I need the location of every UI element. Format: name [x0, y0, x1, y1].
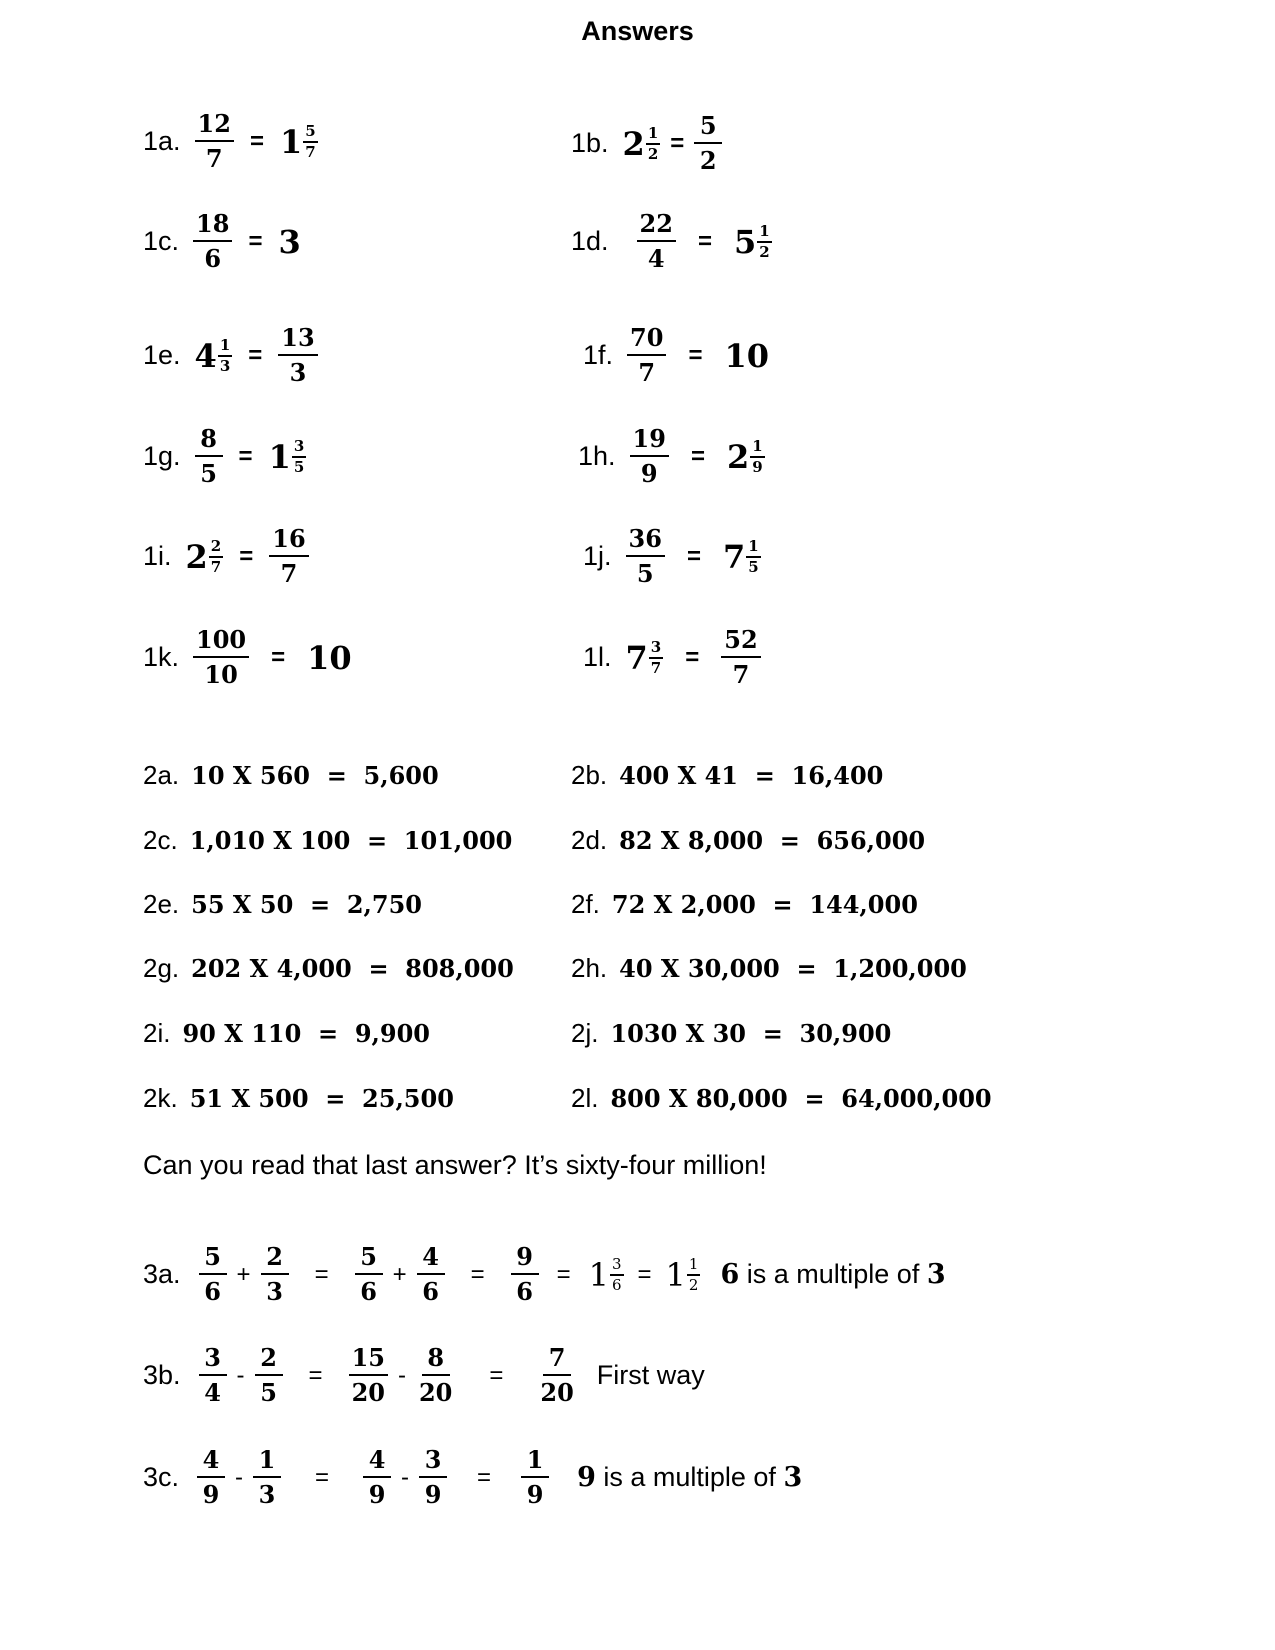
denominator: 2	[647, 144, 659, 163]
numerator: 8	[195, 427, 223, 457]
numerator: 5	[694, 114, 722, 144]
problem-2i	[143, 1018, 430, 1049]
whole: 7	[722, 537, 746, 576]
mixed-number	[280, 123, 318, 161]
whole: 1	[665, 1255, 686, 1294]
denominator: 9	[424, 1480, 442, 1509]
problem-label: 3b.	[143, 1360, 181, 1390]
numerator: 100	[193, 628, 249, 658]
equals-sign: =	[248, 341, 263, 369]
denominator: 5	[636, 559, 654, 588]
numerator: 19	[630, 427, 669, 457]
denominator: 9	[526, 1480, 544, 1509]
problem-label: 2l.	[571, 1083, 599, 1113]
fraction	[193, 625, 249, 689]
operator: -	[235, 1463, 244, 1491]
text: is a multiple of	[595, 1462, 784, 1492]
denominator: 9	[368, 1480, 386, 1509]
equals-sign: =	[470, 1260, 485, 1288]
fraction	[419, 1445, 447, 1509]
numerator: 12	[195, 112, 234, 142]
denominator: 7	[280, 559, 298, 588]
problem-label: 1a.	[143, 126, 181, 156]
problem-label: 1e.	[143, 340, 181, 370]
mixed-number	[727, 438, 765, 476]
equals-sign: =	[308, 1361, 323, 1389]
fraction	[253, 1445, 281, 1509]
problem-3a	[143, 1242, 946, 1306]
denominator: 7	[638, 358, 656, 387]
numerator: 70	[627, 326, 666, 356]
fraction	[195, 109, 234, 173]
equals-sign: =	[685, 643, 700, 671]
mixed-number	[269, 438, 307, 476]
whole: 2	[185, 537, 208, 576]
fraction	[511, 1242, 539, 1306]
numerator: 1	[521, 1448, 549, 1478]
equals-sign: =	[489, 1361, 504, 1389]
operator: -	[401, 1463, 410, 1491]
calculation: 72 X 2,000 = 144,000	[611, 890, 918, 919]
problem-1d	[571, 209, 772, 273]
problem-1k	[143, 625, 352, 689]
equals-sign: =	[556, 1260, 571, 1288]
problem-1f	[583, 323, 769, 387]
denominator: 9	[752, 457, 763, 476]
numerator: 36	[626, 527, 665, 557]
denominator: 3	[266, 1277, 283, 1306]
numerator: 1	[750, 439, 764, 458]
problem-1b	[571, 111, 722, 175]
problem-2k	[143, 1083, 454, 1114]
numerator: 4	[363, 1448, 391, 1478]
problem-label: 2d.	[571, 825, 608, 855]
equals-sign: =	[688, 341, 703, 369]
denominator: 9	[202, 1480, 220, 1509]
problem-2j	[571, 1018, 891, 1049]
problem-1c	[143, 209, 301, 273]
problem-1j	[583, 524, 761, 588]
problem-1h	[578, 424, 765, 488]
mixed-number	[195, 337, 233, 375]
numerator: 1	[687, 1257, 701, 1276]
problem-label: 2a.	[143, 760, 180, 790]
denominator: 5	[260, 1378, 277, 1407]
denominator: 3	[258, 1480, 276, 1509]
problem-label: 1c.	[143, 226, 180, 256]
operator: -	[236, 1361, 245, 1389]
fraction	[349, 1343, 388, 1407]
numerator: 52	[721, 628, 760, 658]
problem-2h	[571, 953, 967, 984]
numerator: 1	[757, 224, 771, 243]
numerator: 5	[355, 1245, 383, 1275]
operator: +	[392, 1260, 407, 1288]
whole: 4	[194, 336, 217, 375]
denominator: 20	[351, 1378, 385, 1407]
calculation: 1,010 X 100 = 101,000	[189, 826, 513, 855]
denominator: 2	[699, 146, 717, 175]
fraction	[637, 209, 676, 273]
fraction	[278, 323, 317, 387]
denominator: 6	[422, 1277, 439, 1306]
problem-2c	[143, 825, 512, 856]
equals-sign: =	[637, 1260, 652, 1288]
numerator: 4	[417, 1245, 445, 1275]
problem-label: 1h.	[578, 441, 616, 471]
equals-sign: =	[670, 129, 685, 157]
equals-sign: =	[238, 442, 253, 470]
problem-label: 1d.	[571, 226, 609, 256]
numerator: 1	[646, 126, 660, 145]
numerator: 3	[292, 439, 306, 458]
numerator: 16	[269, 527, 308, 557]
fraction	[630, 424, 669, 488]
result: 10	[724, 336, 769, 375]
calculation: 90 X 110 = 9,900	[182, 1019, 430, 1048]
whole: 7	[625, 638, 648, 677]
fraction	[521, 1445, 549, 1509]
problem-1i	[143, 524, 309, 588]
problem-2f	[571, 889, 918, 920]
whole: 1	[279, 122, 303, 161]
problem-label: 2b.	[571, 760, 608, 790]
calculation: 51 X 500 = 25,500	[189, 1084, 454, 1113]
fraction	[199, 1343, 227, 1407]
denominator: 3	[219, 356, 231, 375]
whole: 2	[622, 124, 645, 163]
denominator: 7	[305, 142, 316, 161]
whole: 5	[733, 222, 757, 261]
calculation: 55 X 50 = 2,750	[191, 890, 422, 919]
fraction	[363, 1445, 391, 1509]
calculation: 10 X 560 = 5,600	[191, 761, 439, 790]
numerator: 4	[197, 1448, 225, 1478]
problem-label: 2f.	[571, 889, 600, 919]
problem-label: 2g.	[143, 953, 180, 983]
denominator: 3	[289, 358, 307, 387]
problem-2a	[143, 760, 439, 791]
denominator: 7	[205, 144, 223, 173]
problem-1l	[583, 625, 761, 689]
fraction	[417, 1242, 445, 1306]
mixed-number	[734, 223, 772, 261]
whole: 2	[726, 437, 750, 476]
numerator: 18	[193, 212, 232, 242]
numerator: 3	[610, 1257, 624, 1276]
problem-2e	[143, 889, 422, 920]
problem-label: 2k.	[143, 1083, 178, 1113]
problem-2d	[571, 825, 925, 856]
note-text: Can you read that last answer? It’s sixty-four million!	[143, 1150, 767, 1180]
fraction	[626, 524, 665, 588]
fraction	[261, 1242, 289, 1306]
problem-label: 1b.	[571, 128, 609, 158]
result: 3	[278, 222, 301, 261]
numerator: 5	[303, 124, 317, 143]
numerator: 8	[422, 1346, 450, 1376]
mixed-number	[723, 538, 761, 576]
operator: +	[236, 1260, 251, 1288]
problem-label: 3a.	[143, 1259, 181, 1289]
fraction	[197, 1445, 225, 1509]
number: 3	[926, 1259, 946, 1290]
equals-sign: =	[249, 127, 264, 155]
calculation: 82 X 8,000 = 656,000	[619, 826, 926, 855]
problem-label: 1g.	[143, 441, 181, 471]
problem-label: 1k.	[143, 642, 180, 672]
equals-sign: =	[271, 643, 286, 671]
fraction	[694, 111, 722, 175]
calculation: 800 X 80,000 = 64,000,000	[610, 1084, 992, 1113]
denominator: 6	[360, 1277, 377, 1306]
calculation: 1030 X 30 = 30,900	[610, 1019, 892, 1048]
mixed-number	[666, 1256, 701, 1294]
equals-sign: =	[690, 442, 705, 470]
mixed-number	[626, 639, 664, 677]
denominator: 5	[748, 557, 759, 576]
problem-3c	[143, 1445, 803, 1509]
problem-1g	[143, 424, 306, 488]
fraction	[269, 524, 308, 588]
result: 10	[307, 638, 352, 677]
denominator: 7	[650, 658, 662, 677]
fraction	[195, 424, 223, 488]
numerator: 3	[199, 1346, 227, 1376]
numerator: 3	[649, 640, 663, 659]
numerator: 22	[637, 212, 676, 242]
whole: 1	[268, 437, 291, 476]
denominator: 6	[611, 1275, 622, 1294]
fraction	[537, 1343, 576, 1407]
numerator: 1	[746, 539, 760, 558]
denominator: 6	[204, 244, 222, 273]
fraction	[193, 209, 232, 273]
fraction	[355, 1242, 383, 1306]
fraction	[627, 323, 666, 387]
denominator: 6	[516, 1277, 533, 1306]
problem-2b	[571, 760, 883, 791]
problem-label: 1i.	[143, 541, 172, 571]
numerator: 3	[419, 1448, 447, 1478]
problem-2g	[143, 953, 514, 984]
problem-label: 2j.	[571, 1018, 599, 1048]
problem-1a	[143, 109, 318, 173]
problem-3b	[143, 1343, 705, 1407]
denominator: 2	[759, 242, 770, 261]
denominator: 20	[418, 1378, 453, 1407]
denominator: 4	[647, 244, 665, 273]
mixed-number	[186, 538, 224, 576]
numerator: 2	[261, 1245, 289, 1275]
equals-sign: =	[686, 542, 701, 570]
problem-label: 1f.	[583, 340, 614, 370]
problem-label: 2e.	[143, 889, 180, 919]
problem-label: 1l.	[583, 642, 612, 672]
problem-label: 2i.	[143, 1018, 171, 1048]
equals-sign: =	[697, 227, 712, 255]
problem-label: 2c.	[143, 825, 178, 855]
mixed-number	[623, 125, 661, 163]
numerator: 9	[511, 1245, 539, 1275]
equals-sign: =	[239, 542, 254, 570]
denominator: 2	[688, 1275, 699, 1294]
numerator: 2	[209, 539, 223, 558]
calculation: 202 X 4,000 = 808,000	[191, 954, 514, 983]
denominator: 9	[640, 459, 658, 488]
explanation	[720, 1259, 945, 1290]
fraction	[416, 1343, 455, 1407]
whole: 1	[588, 1255, 609, 1294]
problem-2l	[571, 1083, 992, 1114]
numerator: 5	[199, 1245, 227, 1275]
mixed-number	[589, 1256, 624, 1294]
denominator: 7	[210, 557, 222, 576]
denominator: 7	[732, 660, 750, 689]
number: 3	[783, 1462, 803, 1493]
denominator: 10	[204, 660, 238, 689]
fraction	[721, 625, 760, 689]
numerator: 2	[255, 1346, 283, 1376]
number: 9	[577, 1462, 596, 1493]
operator: -	[397, 1361, 406, 1389]
denominator: 6	[204, 1277, 221, 1306]
numerator: 7	[543, 1346, 571, 1376]
fraction	[255, 1343, 283, 1407]
calculation: 400 X 41 = 16,400	[619, 761, 884, 790]
denominator: 4	[204, 1378, 221, 1407]
problem-label: 3c.	[143, 1462, 180, 1492]
problem-label: 1j.	[583, 541, 612, 571]
equals-sign: =	[248, 227, 263, 255]
denominator: 5	[293, 457, 305, 476]
page-title: Answers	[581, 16, 694, 46]
numerator: 13	[278, 326, 317, 356]
equals-sign: =	[477, 1463, 492, 1491]
explanation	[577, 1462, 802, 1493]
explanation: First way	[596, 1360, 705, 1390]
numerator: 1	[253, 1448, 281, 1478]
number: 6	[720, 1259, 740, 1290]
problem-1e	[143, 323, 318, 387]
numerator: 1	[218, 338, 232, 357]
fraction	[199, 1242, 227, 1306]
text: is a multiple of	[739, 1259, 927, 1289]
denominator: 20	[540, 1378, 574, 1407]
problem-label: 2h.	[571, 953, 608, 983]
denominator: 5	[200, 459, 217, 488]
calculation: 40 X 30,000 = 1,200,000	[619, 954, 967, 983]
equals-sign: =	[315, 1463, 330, 1491]
numerator: 15	[349, 1346, 388, 1376]
equals-sign: =	[314, 1260, 329, 1288]
